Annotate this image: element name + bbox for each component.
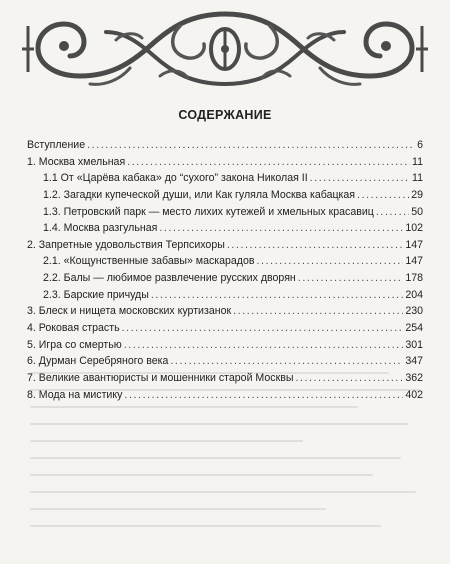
toc-entry-page-number: 230 — [405, 305, 423, 318]
dot-leader — [122, 320, 404, 337]
dot-leader — [170, 353, 403, 370]
toc-entry-title: 6. Дурман Серебряного века — [27, 355, 169, 368]
dot-leader — [159, 220, 403, 237]
toc-entry — [27, 253, 423, 270]
toc-entry-page-number: 301 — [405, 338, 423, 351]
toc-entry — [27, 137, 423, 154]
toc-entry — [27, 303, 423, 320]
toc-entry-title: 2.3. Барские причуды — [43, 288, 149, 301]
toc-entry-page-number: 50 — [411, 205, 423, 218]
toc-entry — [27, 204, 423, 221]
ornament-header — [20, 6, 430, 92]
toc-entry — [27, 154, 423, 171]
toc-entry-title: 2.2. Балы — любимое развлечение русских дворян — [43, 272, 296, 285]
toc-entry — [27, 287, 423, 304]
dot-leader — [257, 253, 404, 270]
dot-leader — [227, 237, 403, 254]
page-title: СОДЕРЖАНИЕ — [178, 108, 272, 122]
toc-entry-title: 7. Великие авантюристы и мошенники старой Москвы — [27, 371, 294, 384]
dot-leader — [357, 187, 409, 204]
toc-entry — [27, 187, 423, 204]
toc-entry-page-number: 6 — [417, 139, 423, 151]
toc-entry-page-number: 11 — [412, 155, 423, 168]
bleed-through-text — [30, 372, 420, 552]
toc-entry — [27, 270, 423, 287]
dot-leader — [233, 303, 403, 320]
toc-entry-page-number: 11 — [412, 172, 423, 185]
toc-entry-page-number: 178 — [405, 272, 423, 285]
dot-leader — [298, 270, 404, 287]
toc-entry-title: 1. Москва хмельная — [27, 155, 126, 168]
dot-leader — [310, 170, 410, 187]
toc-entry-title: 5. Игра со смертью — [27, 338, 122, 351]
dot-leader — [376, 204, 409, 221]
toc-entry — [27, 170, 423, 187]
toc-entry-title: 1.1 От «Царёва кабака» до “сухого” закона Николая II — [43, 172, 308, 185]
toc-entry — [27, 220, 423, 237]
dot-leader — [127, 154, 410, 171]
table-of-contents — [27, 137, 423, 403]
toc-entry-page-number: 147 — [405, 255, 423, 268]
toc-entry-page-number: 147 — [405, 238, 423, 251]
toc-entry — [27, 353, 423, 370]
toc-entry-title: 1.2. Загадки купеческой души, или Как гуляла Москва кабацкая — [43, 188, 356, 201]
dot-leader — [87, 137, 415, 154]
toc-entry-title: 8. Мода на мистику — [27, 388, 123, 401]
toc-entry — [27, 337, 423, 354]
toc-entry — [27, 320, 423, 337]
toc-entry-title: 2.1. «Кощунственные забавы» маскарадов — [43, 255, 255, 268]
toc-entry-title: 2. Запретные удовольствия Терпсихоры — [27, 238, 225, 251]
toc-entry-page-number: 204 — [405, 288, 423, 301]
toc-entry-title: 3. Блеск и нищета московских куртизанок — [27, 305, 232, 318]
toc-entry-title: Вступление — [27, 139, 86, 151]
toc-entry-page-number: 362 — [405, 371, 423, 384]
toc-entry-page-number: 102 — [405, 222, 423, 235]
toc-entry-title: 4. Роковая страсть — [27, 322, 120, 335]
dot-leader — [151, 287, 403, 304]
toc-entry-page-number: 402 — [405, 388, 423, 401]
toc-entry-page-number: 29 — [411, 188, 423, 201]
toc-entry-title: 1.4. Москва разгульная — [43, 222, 158, 235]
toc-entry-page-number: 254 — [405, 322, 423, 335]
toc-entry-title: 1.3. Петровский парк — место лихих кутежей и хмельных красавиц — [43, 205, 374, 218]
dot-leader — [124, 337, 404, 354]
toc-entry — [27, 237, 423, 254]
toc-entry-page-number: 347 — [405, 355, 423, 368]
